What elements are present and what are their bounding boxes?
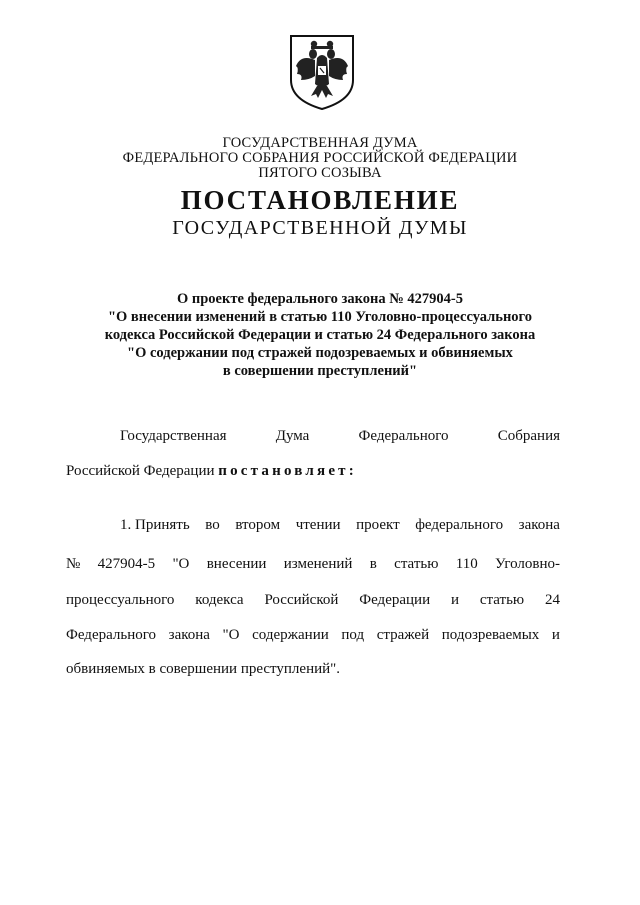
- word: и: [450, 592, 459, 608]
- word: втором: [235, 517, 281, 533]
- subject-line: "О внесении изменений в статью 110 Уголовно-процессуального: [107, 309, 533, 325]
- subject-line: "О содержании под стражей подозреваемых и обвиняемых: [127, 345, 513, 361]
- org-name-line1: ГОСУДАРСТВЕННАЯ ДУМА: [222, 135, 418, 151]
- item1-line3: [66, 592, 560, 609]
- word: Уголовно-: [495, 556, 560, 572]
- coat-of-arms-icon: [287, 32, 357, 112]
- word: кодекса: [195, 592, 244, 608]
- word: подозреваемых: [441, 627, 540, 643]
- word: чтении: [295, 517, 341, 533]
- word: проект: [356, 517, 400, 533]
- item1-line1: [120, 517, 560, 534]
- preamble-line2: [66, 463, 560, 480]
- word: Собрания: [497, 428, 560, 444]
- word: №: [66, 556, 81, 572]
- item1-line5: обвиняемых в совершении преступлений".: [66, 661, 341, 677]
- item1-line4: [66, 627, 560, 644]
- item1-line2: [66, 556, 560, 573]
- word: "О: [172, 556, 190, 572]
- preamble-line1: [120, 428, 560, 445]
- subject-line: в совершении преступлений": [222, 363, 418, 379]
- word: 1. Принять: [120, 517, 190, 533]
- word: статью: [394, 556, 439, 572]
- word: Федерального: [66, 627, 157, 643]
- preamble-text: Российской Федерации: [66, 463, 215, 479]
- subject-line: кодекса Российской Федерации и статью 24 Федерального закона: [104, 327, 536, 343]
- document-issuer: ГОСУДАРСТВЕННОЙ ДУМЫ: [172, 217, 468, 239]
- word: 24: [544, 592, 560, 608]
- word: Федерации: [359, 592, 431, 608]
- word: содержании: [252, 627, 329, 643]
- word: 427904-5: [97, 556, 156, 572]
- word: федерального: [415, 517, 504, 533]
- word: процессуального: [66, 592, 175, 608]
- word: Федерального: [358, 428, 449, 444]
- word: Российской: [264, 592, 339, 608]
- word: закона: [518, 517, 560, 533]
- decree-word: постановляет:: [218, 463, 357, 479]
- word: изменений: [283, 556, 353, 572]
- word: "О: [222, 627, 240, 643]
- word: во: [205, 517, 220, 533]
- word: и: [551, 627, 560, 643]
- word: внесении: [206, 556, 267, 572]
- subject-line: О проекте федерального закона № 427904-5: [176, 291, 464, 307]
- word: в: [369, 556, 377, 572]
- convocation: ПЯТОГО СОЗЫВА: [258, 165, 382, 181]
- word: Государственная: [120, 428, 227, 444]
- word: под: [341, 627, 365, 643]
- org-name-line2: ФЕДЕРАЛЬНОГО СОБРАНИЯ РОССИЙСКОЙ ФЕДЕРАЦИИ: [122, 150, 518, 166]
- word: 110: [455, 556, 478, 572]
- document-type-title: ПОСТАНОВЛЕНИЕ: [180, 185, 460, 215]
- word: закона: [168, 627, 210, 643]
- word: статью: [479, 592, 525, 608]
- word: стражей: [376, 627, 430, 643]
- word: Дума: [275, 428, 310, 444]
